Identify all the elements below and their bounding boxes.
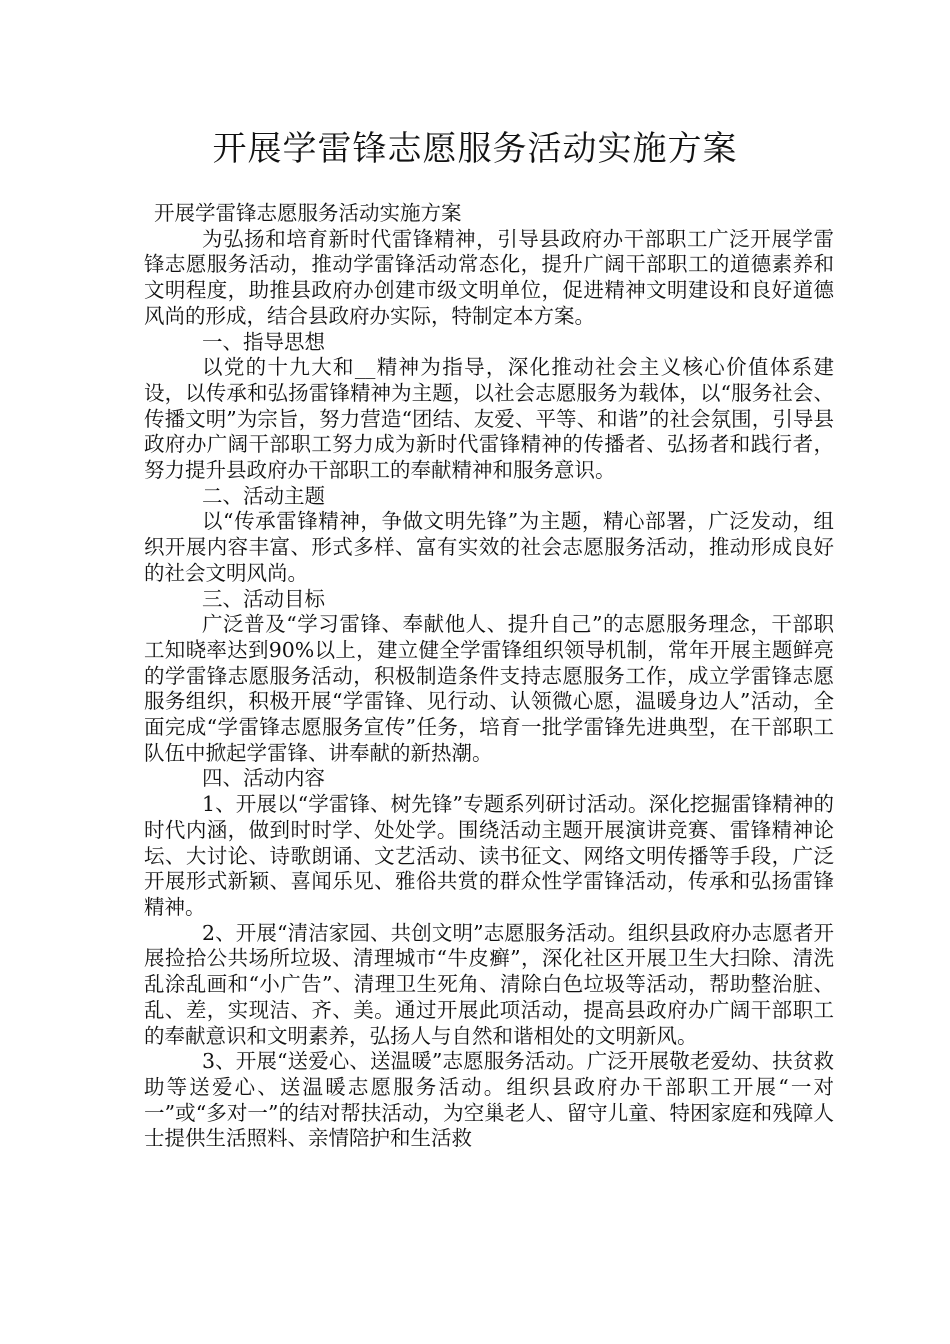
section-heading-activity-theme: 二、活动主题 [202,483,325,508]
content-item-2: 2、开展“清洁家园、共创文明”志愿服务活动。组织县政府办志愿者开展捡拾公共场所垃圾、清理城市“牛皮癣”，深化社区开展卫生大扫除、清洗乱涂乱画和“小广告”、清理卫生死角、清除白色垃圾等活动，帮助整治脏、乱、差，实现洁、齐、美。通过开展此项活动，提高县政府办广阔干部职工的奉献意识和文明素养，弘扬人与自然和谐相处的文明新风。 [144,920,834,1048]
section-paragraph: 以党的十九大和__精神为指导，深化推动社会主义核心价值体系建设，以传承和弘扬雷锋精神为主题，以社会志愿服务为载体，以“服务社会、传播文明”为宗旨，努力营造“团结、友爱、平等、和谐”的社会氛围，引导县政府办广阔干部职工努力成为新时代雷锋精神的传播者、弘扬者和践行者，努力提升县政府办干部职工的奉献精神和服务意识。 [144,355,834,483]
section-paragraph: 以“传承雷锋精神，争做文明先锋”为主题，精心部署，广泛发动，组织开展内容丰富、形式多样、富有实效的社会志愿服务活动，推动形成良好的社会文明风尚。 [144,509,834,585]
content-item-1: 1、开展以“学雷锋、树先锋”专题系列研讨活动。深化挖掘雷锋精神的时代内涵，做到时时学、处处学。围绕活动主题开展演讲竞赛、雷锋精神论坛、大讨论、诗歌朗诵、文艺活动、读书征文、网络文明传播等手段，广泛开展形式新颖、喜闻乐见、雅俗共赏的群众性学雷锋活动，传承和弘扬雷锋精神。 [144,792,834,919]
document-title: 开展学雷锋志愿服务活动实施方案 [212,129,738,169]
content-item-3: 3、开展“送爱心、送温暖”志愿服务活动。广泛开展敬老爱幼、扶贫救助等送爱心、送温暖志愿服务活动。组织县政府办干部职工开展“一对一”或“多对一”的结对帮扶活动，为空巢老人、留守儿童、特困家庭和残障人士提供生活照料、亲情陪护和生活救 [144,1049,834,1151]
section-heading-activity-content: 四、活动内容 [202,766,325,791]
document-body [144,201,834,1152]
document-subtitle: 开展学雷锋志愿服务活动实施方案 [154,201,462,225]
intro-paragraph: 为弘扬和培育新时代雷锋精神，引导县政府办干部职工广泛开展学雷锋志愿服务活动，推动学雷锋活动常态化，提升广阔干部职工的道德素养和文明程度，助推县政府办创建市级文明单位，促进精神文明建设和良好道德风尚的形成，结合县政府办实际，特制定本方案。 [144,226,834,328]
section-heading-guiding-ideology: 一、指导思想 [202,329,325,354]
section-heading-activity-goals: 三、活动目标 [202,586,325,611]
section-paragraph: 广泛普及“学习雷锋、奉献他人、提升自己”的志愿服务理念，干部职工知晓率达到90%以上，建立健全学雷锋组织领导机制，常年开展主题鲜亮的学雷锋志愿服务活动，积极制造条件支持志愿服务工作，成立学雷锋志愿服务组织，积极开展“学雷锋、见行动、认领微心愿，温暖身边人”活动，全面完成“学雷锋志愿服务宣传”任务，培育一批学雷锋先进典型，在干部职工队伍中掀起学雷锋、讲奉献的新热潮。 [144,612,834,765]
